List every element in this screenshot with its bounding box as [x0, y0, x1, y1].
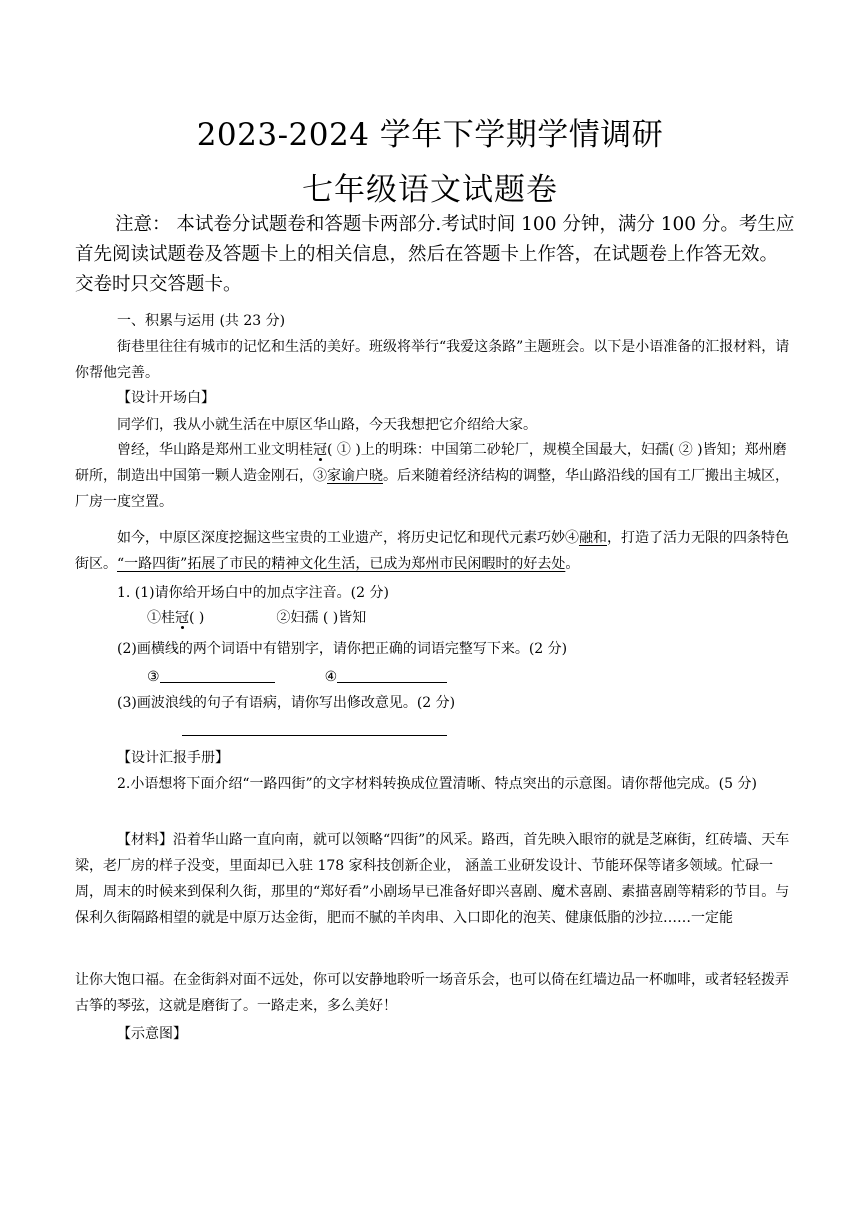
- question-1-correction-blanks: ③ ④: [75, 664, 800, 690]
- opening-label: 【设计开场白】: [117, 390, 215, 406]
- notice-label: 注意：: [115, 214, 171, 235]
- question-1-sub3: (3)画波浪线的句子有语病，请你写出修改意见。(2 分): [117, 695, 456, 711]
- question-1-stem: 1. (1)请你给开场白中的加点字注音。(2 分): [117, 585, 389, 601]
- question-1-pinyin-blanks: ①桂冠( ) ②妇孺 ( )皆知: [147, 610, 367, 626]
- material-paragraph: 【材料】沿着华山路一直向南，就可以领略“四街”的风采。路西，首先映入眼帘的就是芝麻街，红砖墙、天车梁，老厂房的样子没变，里面却已入驻 178 家科技创新企业， 涵盖工业研发设计、节能环保等诸多领域。忙碌一周，周末的时候来到保利久街，那里的“郑好看”小剧场早已准备好即兴喜剧、魔术喜剧、素描喜剧等精彩的节目。与保利久街隔路相望的就是中原万达金街，肥而不腻的羊肉串、入口即化的泡芙、健康低脂的沙拉……一定能: [75, 832, 790, 926]
- material-label: 【材料】: [117, 832, 173, 848]
- opening-paragraph-1: 同学们，我从小就生活在中原区华山路，今天我想把它介绍给大家。: [117, 417, 537, 433]
- exam-title: 2023-2024 学年下学期学情调研: [196, 117, 664, 153]
- opening-paragraph-2: 曾经，华山路是郑州工业文明桂冠( ① )上的明珠：中国第二砂轮厂，规模全国最大，妇孺( ② )皆知；郑州磨研所，制造出中国第一颗人造金刚石，③家谕户晓。后来随着经济结构的调整，华山路沿线的国有工厂搬出主城区，厂房一度空置。: [75, 442, 789, 510]
- diagram-label: 【示意图】: [117, 1026, 187, 1042]
- notice-text: 本试卷分试题卷和答题卡两部分.考试时间 100 分钟，满分 100 分。考生应首先阅读试题卷及答题卡上的相关信息，然后在答题卡上作答，在试题卷上作答无效。交卷时只交答题卡。: [75, 214, 795, 295]
- underlined-word-3: 家谕户晓: [327, 468, 383, 484]
- underlined-word-4: 融和: [579, 530, 607, 546]
- section-intro: 街巷里往往有城市的记忆和生活的美好。班级将举行“我爱这条路”主题班会。以下是小语准备的汇报材料，请你帮他完善。: [75, 339, 790, 381]
- answer-blank-4[interactable]: [337, 666, 447, 683]
- question-1-sub2: (2)画横线的两个词语中有错别字，请你把正确的词语完整写下来。(2 分): [117, 641, 568, 657]
- dotted-char: 冠: [313, 442, 327, 458]
- notice-block: [75, 210, 795, 300]
- answer-line[interactable]: [182, 735, 447, 736]
- section-heading: 一、积累与运用 (共 23 分): [117, 313, 286, 329]
- opening-paragraph-3: 如今，中原区深度挖掘这些宝贵的工业遗产，将历史记忆和现代元素巧妙④融和，打造了活力无限的四条特色街区。“一路四街”拓展了市民的精神文化生活，已成为郑州市民闲暇时的好去处。: [75, 530, 789, 572]
- wavy-sentence: “一路四街”拓展了市民的精神文化生活，已成为郑州市民闲暇时的好去处: [117, 556, 566, 572]
- question-2: 2.小语想将下面介绍“一路四街”的文字材料转换成位置清晰、特点突出的示意图。请你帮他完成。(5 分): [117, 776, 757, 792]
- answer-blank-3[interactable]: [160, 666, 275, 683]
- handbook-label: 【设计汇报手册】: [117, 750, 229, 766]
- material-paragraph-continued: 让你大饱口福。在金街斜对面不远处，你可以安静地聆听一场音乐会，也可以倚在红墙边品一杯咖啡，或者轻轻拨弄古筝的琴弦，这就是磨街了。一路走来，多么美好！: [75, 972, 789, 1014]
- exam-subtitle: 七年级语文试题卷: [302, 172, 558, 208]
